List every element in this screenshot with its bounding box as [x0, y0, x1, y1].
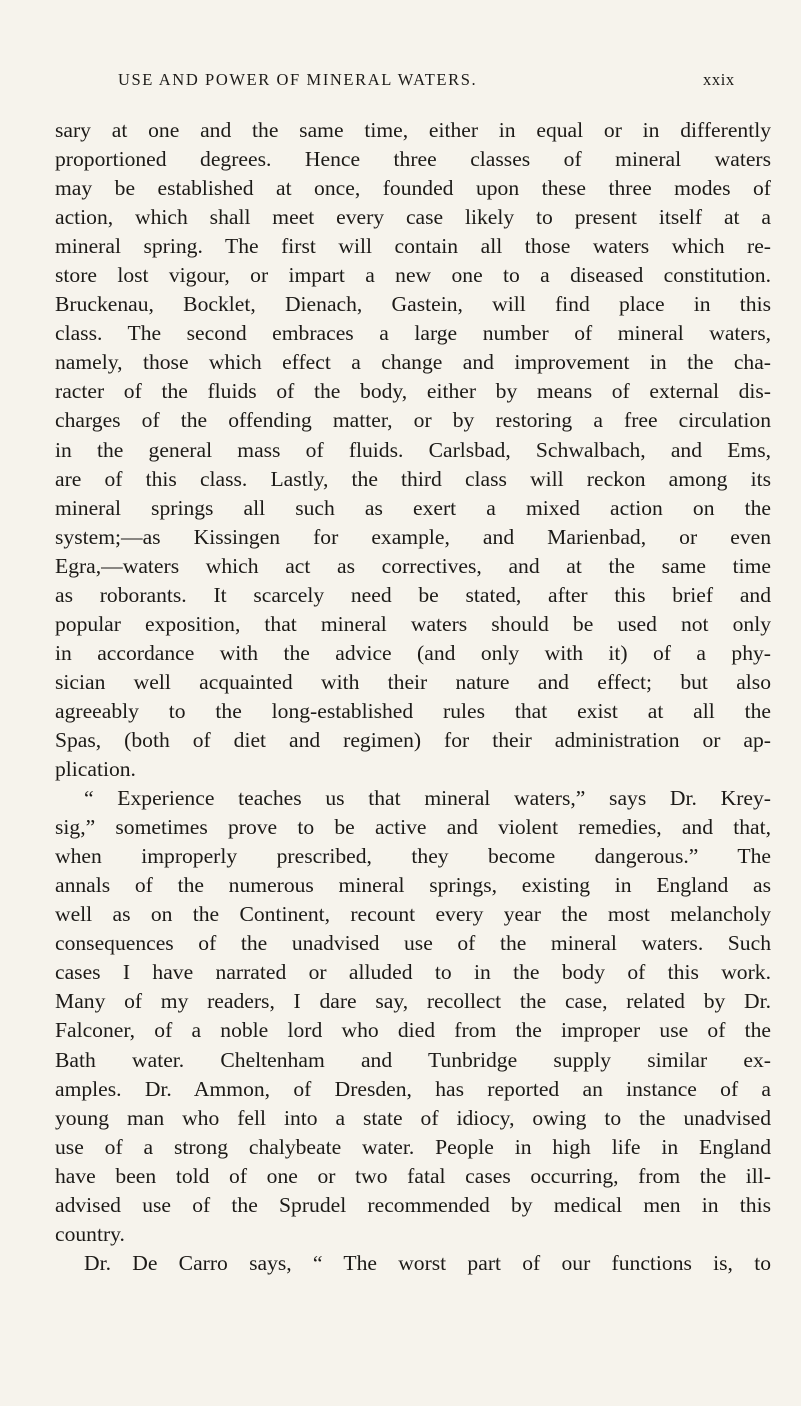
text-line: use of a strong chalybeate water. People in high life in England	[55, 1134, 771, 1159]
running-title: USE AND POWER OF MINERAL WATERS.	[118, 70, 478, 89]
page-number: xxix	[703, 70, 735, 89]
text-line: charges of the offending matter, or by restoring a free circulation	[55, 408, 771, 433]
paragraph-end-line: country.	[55, 1221, 125, 1246]
text-line: popular exposition, that mineral waters should be used not only	[55, 611, 771, 636]
paragraph-start-line: “ Experience teaches us that mineral waters,” says Dr. Krey-	[84, 786, 771, 811]
text-line: well as on the Continent, recount every year the most melancholy	[55, 902, 771, 927]
text-line: Egra,—waters which act as correctives, and at the same time	[55, 553, 771, 578]
text-line: racter of the fluids of the body, either by means of external dis-	[55, 379, 771, 404]
text-line: Bath water. Cheltenham and Tunbridge supply similar ex-	[55, 1047, 771, 1072]
text-line: agreeably to the long-established rules that exist at all the	[55, 698, 771, 723]
text-line: in accordance with the advice (and only with it) of a phy-	[55, 640, 771, 665]
text-line: store lost vigour, or impart a new one to a diseased constitution.	[55, 263, 771, 288]
text-line: advised use of the Sprudel recommended by medical men in this	[55, 1192, 771, 1217]
text-line: Many of my readers, I dare say, recollect the case, related by Dr.	[55, 989, 771, 1014]
text-line: sician well acquainted with their nature and effect; but also	[55, 669, 771, 694]
text-line: class. The second embraces a large number of mineral waters,	[55, 321, 771, 346]
text-line: have been told of one or two fatal cases occurring, from the ill-	[55, 1163, 771, 1188]
text-line: Spas, (both of diet and regimen) for their administration or ap-	[55, 727, 771, 752]
text-line: Bruckenau, Bocklet, Dienach, Gastein, will find place in this	[55, 292, 771, 317]
paragraph-end-line: plication.	[55, 757, 136, 782]
text-line: proportioned degrees. Hence three classes of mineral waters	[55, 147, 771, 172]
running-head	[0, 70, 801, 94]
text-line: may be established at once, founded upon these three modes of	[55, 176, 771, 201]
text-line: Falconer, of a noble lord who died from the improper use of the	[55, 1018, 771, 1043]
text-line: cases I have narrated or alluded to in the body of this work.	[55, 960, 771, 985]
text-line: amples. Dr. Ammon, of Dresden, has reported an instance of a	[55, 1076, 771, 1101]
text-line: mineral springs all such as exert a mixed action on the	[55, 495, 771, 520]
text-line: sary at one and the same time, either in equal or in differently	[55, 118, 771, 142]
paragraph-start-line: Dr. De Carro says, “ The worst part of our functions is, to	[84, 1250, 771, 1275]
text-line: system;—as Kissingen for example, and Marienbad, or even	[55, 524, 771, 549]
text-line: annals of the numerous mineral springs, existing in England as	[55, 873, 771, 898]
text-line: when improperly prescribed, they become dangerous.” The	[55, 844, 771, 869]
text-line: sig,” sometimes prove to be active and violent remedies, and that,	[55, 815, 771, 840]
text-line: mineral spring. The first will contain all those waters which re-	[55, 234, 771, 259]
body-text	[55, 116, 771, 1278]
text-line: namely, those which effect a change and improvement in the cha-	[55, 350, 771, 375]
text-line: as roborants. It scarcely need be stated, after this brief and	[55, 582, 771, 607]
text-line: in the general mass of fluids. Carlsbad, Schwalbach, and Ems,	[55, 437, 771, 462]
text-line: young man who fell into a state of idiocy, owing to the unadvised	[55, 1105, 771, 1130]
text-line: consequences of the unadvised use of the mineral waters. Such	[55, 931, 771, 956]
text-line: are of this class. Lastly, the third class will reckon among its	[55, 466, 771, 491]
text-line: action, which shall meet every case likely to present itself at a	[55, 205, 771, 230]
